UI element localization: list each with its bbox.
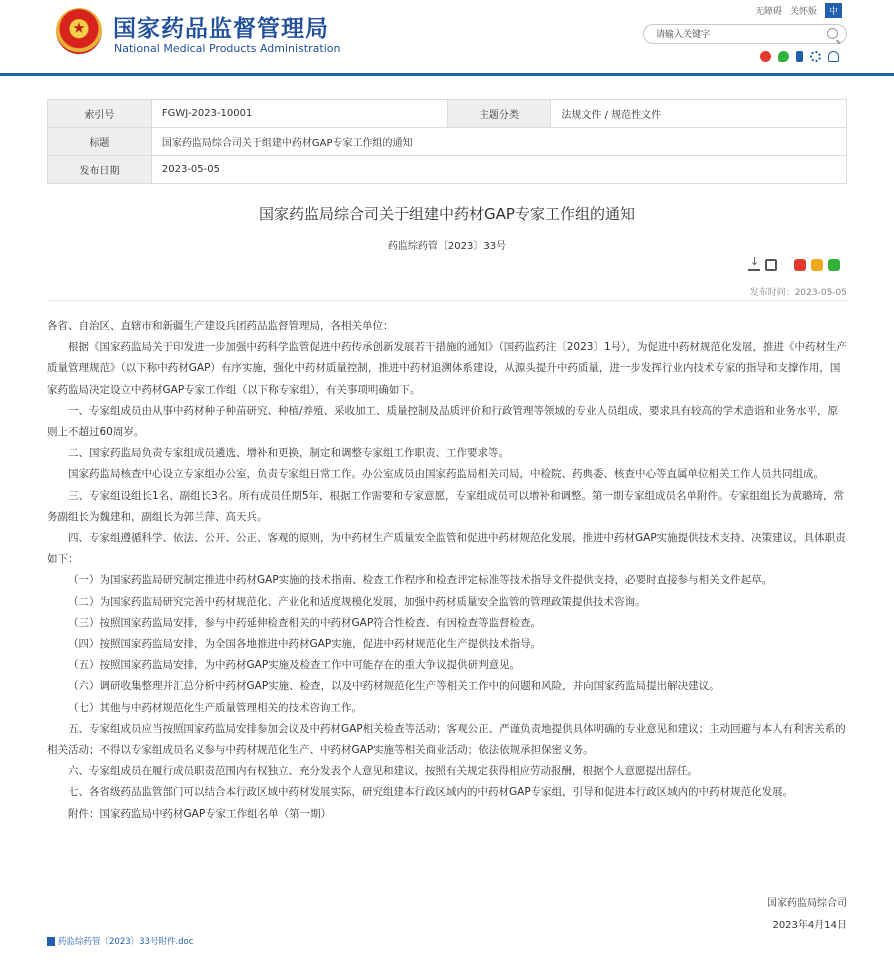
content-divider bbox=[47, 300, 847, 301]
paragraph: （四）按照国家药监局安排，为全国各地推进中药材GAP实施，促进中药材规范化生产提供技术指导。 bbox=[68, 638, 542, 651]
lang-cn-button[interactable]: 中 bbox=[825, 3, 842, 18]
social-icons bbox=[760, 51, 839, 62]
index-value: FGWJ-2023-10001 bbox=[151, 100, 447, 128]
table-row bbox=[48, 128, 847, 156]
paragraph: 各省、自治区、直辖市和新疆生产建设兵团药品监督管理局，各相关单位： bbox=[47, 320, 394, 332]
share-qzone-icon[interactable] bbox=[811, 259, 823, 271]
site-header bbox=[0, 0, 894, 76]
paragraph: 国家药监局核查中心设立专家组办公室，负责专家组日常工作。办公室成员由国家药监局相关司局，中检院、药典委、核查中心等直属单位相关工作人员共同组成。 bbox=[68, 468, 824, 481]
paragraph: （六）调研收集整理并汇总分析中药材GAP实施、检查，以及中药材规范化生产等相关工作中的问题和风险，并向国家药监局提出解决建议。 bbox=[68, 680, 720, 693]
metadata-table bbox=[47, 99, 847, 184]
settings-icon[interactable] bbox=[810, 51, 821, 62]
paragraph: 三、专家组设组长1名、副组长3名。所有成员任期5年，根据工作需要和专家意愿，专家组成员可以增补和调整。第一期专家组成员名单附件。专家组组长为黄璐琦，常务副组长为魏建和，副组长为郭兰萍、高天兵。 bbox=[47, 489, 845, 523]
date-value: 2023-05-05 bbox=[151, 156, 846, 184]
topic-value: 法规文件 / 规范性文件 bbox=[551, 100, 847, 128]
signer: 国家药监局综合司 bbox=[767, 898, 847, 909]
attachment-filename[interactable]: 药监综药管〔2023〕33号附件.doc bbox=[58, 937, 194, 947]
share-weibo-icon[interactable] bbox=[794, 259, 806, 271]
national-emblem-icon bbox=[56, 8, 102, 54]
paragraph: 根据《国家药监局关于印发进一步加强中药科学监管促进中药传承创新发展若干措施的通知》（国药监药注〔2023〕1号），为促进中药材规范化发展，推进《中药材生产质量管理规范》（以下称中药材GAP）有序实施，强化中药材质量控制，推进中药材追溯体系建设，从源头提升中药质量，进一步发挥行业内技术专家的指导和支撑作用，国家药监局决定设立中药材GAP专家工作组（以下称专家组），有关事项明确如下。 bbox=[47, 341, 847, 396]
search-box bbox=[643, 24, 847, 44]
site-title-en[interactable]: National Medical Products Administration bbox=[114, 42, 341, 55]
paragraph: 四、专家组遵循科学、依法、公开、公正、客观的原则，为中药材生产质量安全监管和促进中药材规范化发展，推进中药材GAP实施提供技术支持、决策建议，具体职责如下： bbox=[47, 532, 846, 566]
accessible-link[interactable]: 无障碍 bbox=[754, 7, 782, 17]
paragraph: 一、专家组成员由从事中药材种子种苗研究、种植/养殖、采收加工、质量控制及品质评价和行政管理等领域的专业人员组成，要求具有较高的学术造诣和业务水平，原则上不超过60周岁。 bbox=[47, 404, 839, 439]
paragraph: 附件：国家药监局中药材GAP专家工作组名单（第一期） bbox=[68, 807, 332, 820]
user-icon[interactable] bbox=[828, 51, 839, 62]
print-icon[interactable] bbox=[765, 259, 777, 271]
publish-time: 发布时间：2023-05-05 bbox=[749, 288, 847, 298]
top-links bbox=[755, 3, 842, 18]
share-wechat-icon[interactable] bbox=[828, 259, 840, 271]
title-label: 标题 bbox=[48, 128, 152, 156]
weibo-icon[interactable] bbox=[760, 51, 771, 62]
download-icon[interactable] bbox=[748, 259, 760, 271]
paragraph: （一）为国家药监局研究制定推进中药材GAP实施的技术指南、检查工作程序和检查评定标准等技术指导文件提供支持，必要时直接参与相关文件起草。 bbox=[68, 574, 773, 587]
title-value: 国家药监局综合司关于组建中药材GAP专家工作组的通知 bbox=[151, 128, 846, 156]
search-icon[interactable] bbox=[827, 28, 838, 39]
header-divider bbox=[0, 73, 894, 76]
paragraph: 二、国家药监局负责专家组成员遴选、增补和更换，制定和调整专家组工作职责、工作要求等。 bbox=[68, 447, 509, 460]
index-label: 索引号 bbox=[48, 100, 152, 128]
paragraph: 五、专家组成员应当按照国家药监局安排参加会议及中药材GAP相关检查等活动；客观公正、严谨负责地提供具体明确的专业意见和建议；主动回避与本人有利害关系的相关活动；不得以专家组成员名义参与中药材规范化生产、中药材GAP实施等相关商业活动；依法依规承担保密义务。 bbox=[47, 722, 846, 757]
site-title-cn[interactable]: 国家药品监督管理局 bbox=[113, 16, 329, 42]
paragraph: （五）按照国家药监局安排，为中药材GAP实施及检查工作中可能存在的重大争议提供研判意见。 bbox=[68, 659, 521, 672]
paragraph: （二）为国家药监局研究完善中药材规范化、产业化和适度规模化发展，加强中药材质量安全监管的管理政策提供技术咨询。 bbox=[68, 595, 646, 608]
sign-date: 2023年4月14日 bbox=[772, 920, 847, 931]
page-title: 国家药监局综合司关于组建中药材GAP专家工作组的通知 bbox=[259, 205, 635, 223]
document-number: 药监综药管〔2023〕33号 bbox=[387, 241, 507, 252]
signature-block bbox=[767, 893, 847, 937]
mobile-icon[interactable] bbox=[796, 51, 803, 62]
paragraph: 七、各省级药品监管部门可以结合本行政区域中药材发展实际，研究组建本行政区域内的中药材GAP专家组，引导和促进本行政区域内的中药材规范化发展。 bbox=[68, 786, 794, 799]
article-body bbox=[47, 316, 847, 825]
search-input[interactable] bbox=[656, 28, 816, 38]
article-tools bbox=[748, 259, 840, 271]
attachment-link[interactable] bbox=[47, 935, 193, 947]
paragraph: 六、专家组成员在履行成员职责范围内有权独立、充分发表个人意见和建议，按照有关规定获得相应劳动报酬，根据个人意愿提出辞任。 bbox=[68, 765, 698, 778]
paragraph: （七）其他与中药材规范化生产质量管理相关的技术咨询工作。 bbox=[68, 701, 362, 714]
wechat-icon[interactable] bbox=[778, 51, 789, 62]
care-mode-link[interactable]: 关怀版 bbox=[789, 7, 817, 17]
topic-label: 主题分类 bbox=[447, 100, 551, 128]
date-label: 发布日期 bbox=[48, 156, 152, 184]
table-row bbox=[48, 100, 847, 128]
table-row bbox=[48, 156, 847, 184]
paragraph: （三）按照国家药监局安排，参与中药延伸检查相关的中药材GAP符合性检查、有因检查等监督检查。 bbox=[68, 616, 542, 629]
doc-file-icon bbox=[47, 937, 55, 946]
